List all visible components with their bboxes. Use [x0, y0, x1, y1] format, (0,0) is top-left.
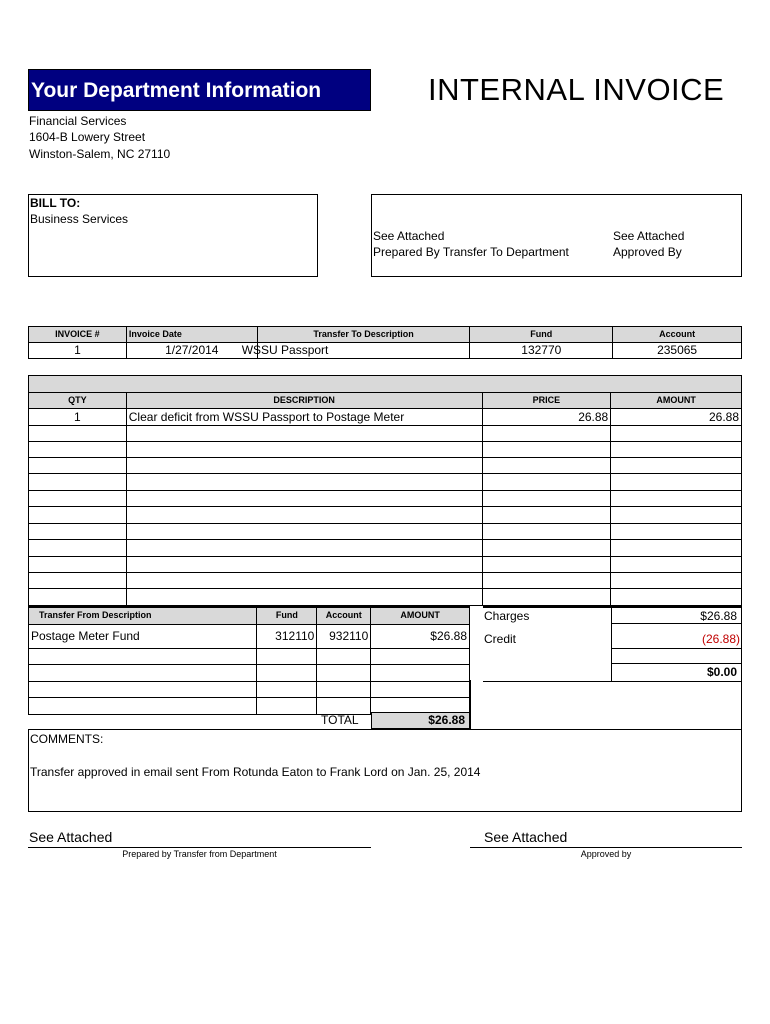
header-from-account: Account [317, 607, 371, 624]
header-fund: Fund [470, 327, 613, 343]
empty-row [29, 540, 742, 557]
header-transfer-from: Transfer From Description [29, 607, 257, 624]
fund-value: 132770 [470, 343, 613, 359]
approved-signature-label: Approved by [580, 849, 632, 859]
prepared-label: Prepared By Transfer To Department [373, 245, 569, 259]
transfer-from-row [29, 624, 470, 648]
account-value: 235065 [613, 343, 742, 359]
address-line-1: Financial Services [29, 114, 127, 128]
header-invoice-date: Invoice Date [126, 327, 257, 343]
charges-label: Charges [484, 609, 530, 623]
approved-label: Approved By [613, 245, 682, 259]
transfer-from-table [28, 606, 470, 715]
balance-value: $0.00 [706, 665, 737, 679]
line-item-row [29, 409, 742, 426]
total-row [317, 712, 470, 729]
bill-to-box [28, 194, 318, 277]
invoice-date: 1/27/2014 [126, 343, 257, 359]
comments-label: COMMENTS: [30, 732, 104, 746]
line-items-table [28, 375, 742, 606]
bill-to-name: Business Services [30, 212, 129, 226]
prepared-signature-label: Prepared by Transfer from Department [122, 849, 277, 859]
transfer-to-description: WSSU Passport [257, 343, 470, 359]
header-account: Account [613, 327, 742, 343]
comments-text: Transfer approved in email sent From Rotunda Eaton to Frank Lord on Jan. 25, 2014 [30, 765, 481, 779]
line-item-qty: 1 [29, 409, 127, 426]
invoice-info-header-row [29, 327, 742, 343]
total-label: TOTAL [321, 713, 359, 727]
approved-value: See Attached [613, 229, 685, 243]
transfer-from-header-row [29, 607, 470, 624]
empty-row [29, 664, 470, 681]
line-item-price: 26.88 [482, 409, 611, 426]
prepared-signature-value: See Attached [29, 829, 113, 845]
line-item-description: Clear deficit from WSSU Passport to Postage Meter [126, 409, 482, 426]
empty-row [29, 474, 742, 491]
summary-box [483, 606, 742, 729]
department-banner: Your Department Information [28, 69, 371, 111]
empty-row [29, 589, 742, 606]
address-line-2: 1604-B Lowery Street [29, 130, 146, 144]
empty-row [29, 442, 742, 458]
header-invoice-number: INVOICE # [29, 327, 127, 343]
empty-row [29, 648, 470, 664]
empty-row [29, 681, 470, 697]
total-value: $26.88 [371, 712, 470, 729]
transfer-from-account: 932110 [317, 624, 371, 648]
transfer-from-amount: $26.88 [371, 624, 470, 648]
address-line-3: Winston-Salem, NC 27110 [29, 147, 171, 161]
empty-row [29, 458, 742, 474]
line-items-spacer-row [29, 376, 742, 393]
empty-row [29, 426, 742, 442]
header-transfer-to: Transfer To Description [257, 327, 470, 343]
credit-value: (26.88) [701, 632, 740, 646]
empty-row [29, 573, 742, 589]
approved-signature-value: See Attached [484, 829, 568, 845]
prepared-approved-box [371, 194, 742, 277]
header-price: PRICE [482, 393, 611, 409]
empty-row [29, 507, 742, 524]
approved-signature-line [470, 829, 742, 848]
header-from-amount: AMOUNT [371, 607, 470, 624]
header-description: DESCRIPTION [126, 393, 482, 409]
prepared-value: See Attached [373, 229, 445, 243]
transfer-from-fund: 312110 [257, 624, 317, 648]
invoice-info-value-row [29, 343, 742, 359]
line-items-header-row [29, 393, 742, 409]
bill-to-label: BILL TO: [30, 196, 81, 210]
header-from-fund: Fund [257, 607, 317, 624]
comments-box [28, 729, 742, 812]
invoice-number: 1 [29, 343, 127, 359]
line-item-amount: 26.88 [611, 409, 742, 426]
empty-row [29, 524, 742, 540]
invoice-title: INTERNAL INVOICE [428, 72, 725, 107]
empty-row [29, 557, 742, 573]
charges-value: $26.88 [700, 609, 737, 623]
empty-row [29, 491, 742, 507]
invoice-info-table [28, 326, 742, 359]
header-qty: QTY [29, 393, 127, 409]
header-amount: AMOUNT [611, 393, 742, 409]
prepared-signature-line [28, 829, 371, 848]
credit-label: Credit [484, 632, 517, 646]
transfer-from-description: Postage Meter Fund [29, 624, 257, 648]
